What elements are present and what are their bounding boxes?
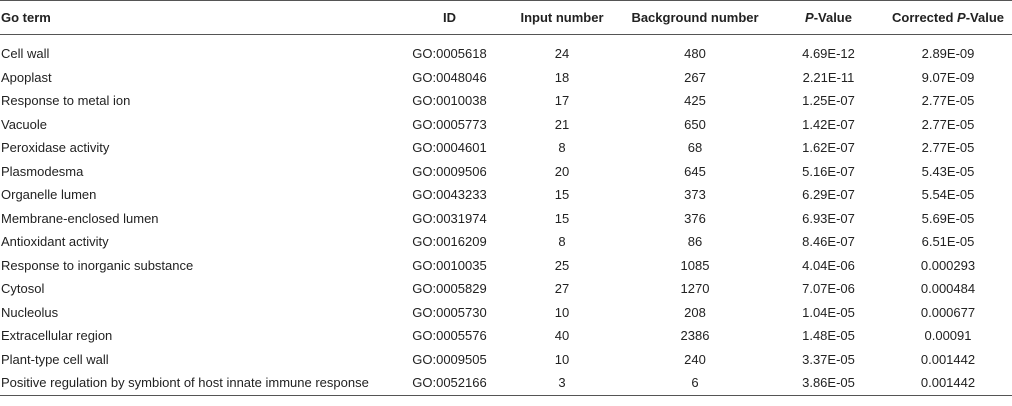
header-background-number: Background number xyxy=(631,10,759,25)
input-number-cell: 17 xyxy=(554,93,570,109)
p-value-cell: 1.04E-05 xyxy=(802,304,855,320)
go-id-cell: GO:0005618 xyxy=(412,46,487,62)
go-term-cell: Plant-type cell wall xyxy=(1,351,109,367)
corrected-p-value-cell: 6.51E-05 xyxy=(921,234,975,250)
input-number-cell: 10 xyxy=(554,304,570,320)
table-row xyxy=(0,301,1012,325)
go-term-cell: Apoplast xyxy=(1,69,52,85)
go-id-cell: GO:0052166 xyxy=(392,371,507,395)
corrected-p-value-cell: 0.001442 xyxy=(920,351,976,367)
table-row xyxy=(0,89,1012,113)
table-row xyxy=(0,207,1012,231)
background-number-cell: 86 xyxy=(687,234,703,250)
background-number-cell: 1270 xyxy=(680,281,710,297)
table-row xyxy=(0,277,1012,301)
go-term-cell: Extracellular region xyxy=(1,328,113,344)
table-row xyxy=(0,371,1012,395)
p-value-cell: 7.07E-06 xyxy=(802,281,855,297)
background-number-cell: 68 xyxy=(687,140,703,156)
go-term-cell: Peroxidase activity xyxy=(1,140,110,156)
corrected-p-value-cell: 2.77E-05 xyxy=(921,140,975,156)
input-number-cell: 27 xyxy=(554,281,570,297)
go-id-cell: GO:0005730 xyxy=(412,304,487,320)
go-id-cell: GO:0048046 xyxy=(412,69,487,85)
background-number-cell: 373 xyxy=(684,187,706,203)
go-term-cell: Membrane-enclosed lumen xyxy=(1,210,159,226)
table-row xyxy=(0,183,1012,207)
go-term-cell: Positive regulation by symbiont of host innate immune response xyxy=(0,371,392,395)
p-value-cell: 3.86E-05 xyxy=(773,371,884,395)
go-id-cell: GO:0005773 xyxy=(412,116,487,132)
go-term-cell: Response to metal ion xyxy=(1,93,131,109)
table-row xyxy=(0,35,1012,66)
p-value-cell: 4.69E-12 xyxy=(802,46,855,62)
table-row xyxy=(0,136,1012,160)
input-number-cell: 20 xyxy=(554,163,570,179)
input-number-cell: 18 xyxy=(554,69,570,85)
go-id-cell: GO:0043233 xyxy=(412,187,487,203)
corrected-p-value-cell: 2.77E-05 xyxy=(921,116,975,132)
p-value-cell: 1.48E-05 xyxy=(802,328,855,344)
p-value-cell: 6.93E-07 xyxy=(802,210,855,226)
corrected-p-value-cell: 9.07E-09 xyxy=(921,69,975,85)
go-term-cell: Antioxidant activity xyxy=(1,234,109,250)
corrected-p-value-cell: 5.69E-05 xyxy=(921,210,975,226)
corrected-p-value-cell: 5.54E-05 xyxy=(921,187,975,203)
go-term-cell: Cell wall xyxy=(1,46,50,62)
corrected-p-value-cell: 0.00091 xyxy=(924,328,972,344)
go-id-cell: GO:0010035 xyxy=(412,257,487,273)
header-input-number: Input number xyxy=(520,10,604,25)
input-number-cell: 40 xyxy=(554,328,570,344)
header-row xyxy=(0,1,1012,35)
go-id-cell: GO:0009505 xyxy=(412,351,487,367)
corrected-p-value-cell: 0.000484 xyxy=(920,281,976,297)
go-id-cell: GO:0016209 xyxy=(412,234,487,250)
background-number-cell: 6 xyxy=(617,371,773,395)
header-p-value-suffix: -Value xyxy=(813,10,852,25)
go-term-cell: Plasmodesma xyxy=(1,163,84,179)
go-term-cell: Vacuole xyxy=(1,116,48,132)
background-number-cell: 267 xyxy=(684,69,706,85)
input-number-cell: 10 xyxy=(554,351,570,367)
p-value-cell: 5.16E-07 xyxy=(802,163,855,179)
table-row xyxy=(0,113,1012,137)
input-number-cell: 24 xyxy=(554,46,570,62)
go-term-cell: Organelle lumen xyxy=(1,187,97,203)
background-number-cell: 208 xyxy=(684,304,706,320)
header-p-value-italic: P xyxy=(805,10,814,25)
background-number-cell: 480 xyxy=(684,46,706,62)
corrected-p-value-cell: 5.43E-05 xyxy=(921,163,975,179)
input-number-cell: 8 xyxy=(558,140,566,156)
p-value-cell: 1.25E-07 xyxy=(802,93,855,109)
header-p-value xyxy=(773,1,884,35)
go-id-cell: GO:0005576 xyxy=(412,328,487,344)
header-corrected-p-value xyxy=(884,1,1012,35)
corrected-p-value-cell: 2.89E-09 xyxy=(921,46,975,62)
background-number-cell: 240 xyxy=(684,351,706,367)
input-number-cell: 15 xyxy=(554,187,570,203)
header-corrected-prefix: Corrected xyxy=(892,10,958,25)
go-term-cell: Nucleolus xyxy=(1,304,59,320)
input-number-cell: 8 xyxy=(558,234,566,250)
go-id-cell: GO:0004601 xyxy=(412,140,487,156)
table-row xyxy=(0,254,1012,278)
table-header xyxy=(0,1,1012,35)
input-number-cell: 15 xyxy=(554,210,570,226)
table-body xyxy=(0,35,1012,396)
table-row xyxy=(0,66,1012,90)
p-value-cell: 2.21E-11 xyxy=(802,69,855,85)
go-id-cell: GO:0010038 xyxy=(412,93,487,109)
input-number-cell: 21 xyxy=(554,116,570,132)
header-id: ID xyxy=(443,10,456,25)
corrected-p-value-cell: 0.000677 xyxy=(920,304,976,320)
table-row xyxy=(0,348,1012,372)
p-value-cell: 1.42E-07 xyxy=(802,116,855,132)
background-number-cell: 650 xyxy=(684,116,706,132)
background-number-cell: 376 xyxy=(684,210,706,226)
p-value-cell: 4.04E-06 xyxy=(802,257,855,273)
background-number-cell: 425 xyxy=(684,93,706,109)
go-id-cell: GO:0005829 xyxy=(412,281,487,297)
go-term-cell: Cytosol xyxy=(1,281,45,297)
corrected-p-value-cell: 2.77E-05 xyxy=(921,93,975,109)
go-id-cell: GO:0009506 xyxy=(412,163,487,179)
input-number-cell: 3 xyxy=(507,371,617,395)
corrected-p-value-cell: 0.001442 xyxy=(884,371,1012,395)
go-id-cell: GO:0031974 xyxy=(412,210,487,226)
header-go-term: Go term xyxy=(1,10,51,25)
p-value-cell: 3.37E-05 xyxy=(802,351,855,367)
p-value-cell: 1.62E-07 xyxy=(802,140,855,156)
table-row xyxy=(0,160,1012,184)
go-term-cell: Response to inorganic substance xyxy=(1,257,194,273)
background-number-cell: 2386 xyxy=(680,328,710,344)
p-value-cell: 8.46E-07 xyxy=(802,234,855,250)
p-value-cell: 6.29E-07 xyxy=(802,187,855,203)
header-corrected-suffix: -Value xyxy=(965,10,1004,25)
background-number-cell: 1085 xyxy=(680,257,710,273)
background-number-cell: 645 xyxy=(684,163,706,179)
input-number-cell: 25 xyxy=(554,257,570,273)
header-corrected-p-italic: P xyxy=(957,10,966,25)
table-row xyxy=(0,230,1012,254)
table-row xyxy=(0,324,1012,348)
corrected-p-value-cell: 0.000293 xyxy=(920,257,976,273)
